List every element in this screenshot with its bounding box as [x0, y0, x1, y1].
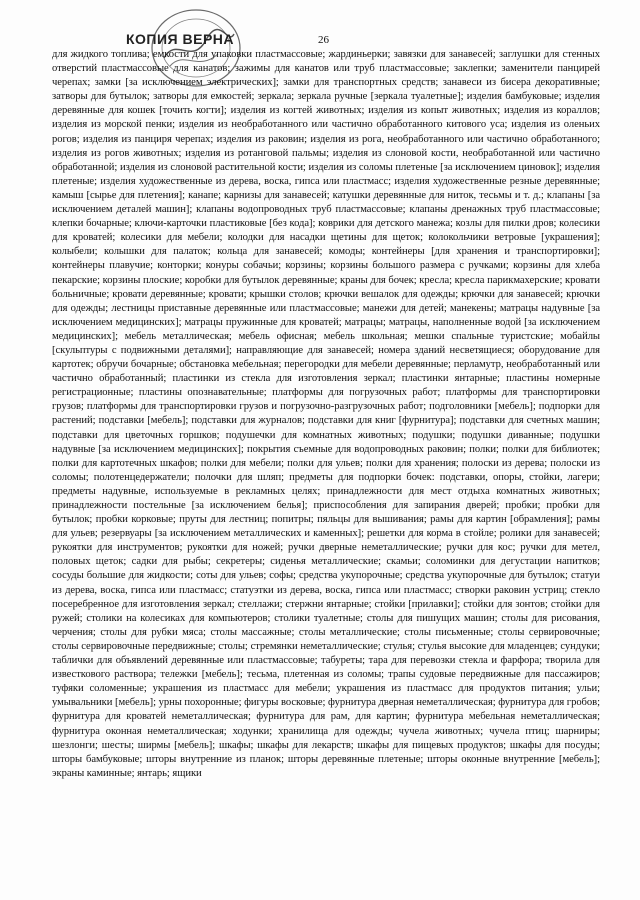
- goods-list-paragraph: для жидкого топлива; емкости для упаковки пластмассовые; жардиньерки; завязки для занавесей; заглушки для стенных отверстий пластмассовые для канатов; зажимы для канатов или труб пластмассовые; заклепки; заменители панцирей черепах; замки [за исключением электрических]; замки для транспортных средств; занавеси из бисера декоративные; затворы для бутылок; затворы для емкостей; зеркала; зеркала ручные [зеркала туалетные]; изделия бамбуковые; изделия деревянные для кошек [точить когти]; изделия из когтей животных; изделия из копыт животных; изделия из кораллов; изделия из морской пенки; изделия из необработанного или частично обработанного китового уса; изделия из оленьих рогов; изделия из панциря черепах; изделия из раковин; изделия из рога, необработанного или частично обработанного; изделия из рогов животных; изделия из ротанговой пальмы; изделия из слоновой кости, необработанной или частично обработанной; изделия из слоновой растительной кости; изделия из соломы плетеные [за исключением циновок]; изделия плетеные; изделия художественные из дерева, воска, гипса или пластмасс; изделия художественные резные деревянные; камыш [сырье для плетения]; канапе; карнизы для занавесей; катушки деревянные для ниток, тесьмы и т. д.; клапаны [за исключением деталей машин]; клапаны водопроводных труб пластмассовые; клапаны дренажных труб пластмассовые; клепки бочарные; ключи-карточки пластиковые [без кода]; коврики для детского манежа; козлы для пилки дров; колесики для кроватей; колесики для мебели; колодки для насадки щетины для щеток; колокольчики ветровые [украшения]; колыбели; колышки для палаток; кольца для занавесей; комоды; контейнеры [для хранения и транспортировки]; контейнеры плавучие; конторки; конуры собачьи; корзины; корзины большого размера с ручками; корзины для хлеба пекарские; корзины плоские; коробки для бутылок деревянные; краны для бочек; кресла; кресла парикмахерские; кровати больничные; кровати деревянные; кровати; крышки столов; крючки вешалок для одежды; крючки для занавесей; крючки для одежды; лестницы приставные деревянные или пластмассовые; манежи для детей; манекены; матрацы надувные [за исключением медицинских]; матрацы пружинные для кроватей; матрацы; матрацы, наполненные водой [за исключением медицинских]; мебель металлическая; мебель офисная; мебель школьная; мешки спальные туристские; мобайлы [скульптуры с подвижными деталями]; направляющие для занавесей; номера зданий несветящиеся; оборудование для картотек; обручи бочарные; обстановка мебельная; перегородки для мебели деревянные; перламутр, необработанный или частично обработанный; пластинки из стекла для изготовления зеркал; пластинки янтарные; пластины номерные регистрационные; пластины опознавательные; платформы для погрузочных работ; платформы для транспортировки грузов; платформы для транспортировки грузов и погрузочно-разгрузочных работ; подголовники [мебель]; подпорки для растений; подставки [мебель]; подставки для журналов; подставки для книг [фурнитура]; подставки для счетных машин; подставки для цветочных горшков; подушечки для комнатных животных; подушки; подушки диванные; подушки надувные [за исключением медицинских]; покрытия съемные для водопроводных раковин; полки; полки для библиотек; полки для картотечных шкафов; полки для мебели; полки для ульев; полки для хранения; полоски из дерева; полоски из соломы; полотенцедержатели; полочки для шляп; предметы для подпорки бочек: подставки, опоры, стойки, лагери; предметы надувные, используемые в рекламных целях; принадлежности для мест отдыха комнатных животных; принадлежности постельные [за исключением белья]; приспособления для запирания дверей; пробки; пробки для бутылок; пробки корковые; пруты для лестниц; попитры; пяльцы для вышивания; рамы для картин [обрамления]; рамы для ульев; резервуары [за исключением металлических и каменных]; решетки для корма в стойле; ролики для занавесей; рукоятки для инструментов; рукоятки для ножей; ручки дверные неметаллические; ручки для кос; ручки для метел, половых щеток; садки для рыбы; секретеры; сиденья металлические; скамьи; соломинки для дегустации напитков; сосуды большие для жидкости; соты для ульев; софы; средства укупорочные; средства укупорочные для бутылок; статуи из дерева, воска, гипса или пластмасс; статуэтки из дерева, воска, гипса или пластмасс; створки раковин устриц; стекло посеребренное для изготовления зеркал; стеллажи; стержни янтарные; стойки [прилавки]; стойки для зонтов; стойки для ружей; столики на колесиках для компьютеров; столики туалетные; столы для пишущих машин; столы для рисования, черчения; столы для рубки мяса; столы массажные; столы металлические; столы письменные; столы сервировочные; столы сервировочные передвижные; столы; стремянки неметаллические; стулья; стулья высокие для младенцев; сундуки; таблички для объявлений деревянные или пластмассовые; табуреты; тара для перевозки стекла и фарфора; творила для известкового раствора; тележки [мебель]; тесьма, плетенная из соломы; трапы судовые передвижные для пассажиров; туфяки соломенные; украшения из пластмасс для мебели; украшения из пластмасс для продуктов питания; ульи; умывальники [мебель]; урны похоронные; фигуры восковые; фурнитура дверная неметаллическая; фурнитура для гробов; фурнитура для кроватей неметаллическая; фурнитура для рам, для картин; фурнитура мебельная неметаллическая; фурнитура оконная неметаллическая; ходунки; хранилища для одежды; чучела животных; чучела птиц; шарниры; шезлонги; шесты; ширмы [мебель]; шкафы; шкафы для лекарств; шкафы для пищевых продуктов; шкафы для посуды; шторы бамбуковые; шторы внутренние из планок; шторы деревянные плетеные; шторы оконные внутренние [мебель]; экраны каминные; янтарь; ящики: [52, 49, 600, 779]
- copy-certified-stamp: КОПИЯ ВЕРНА: [126, 31, 235, 47]
- page-number: 26: [318, 34, 329, 46]
